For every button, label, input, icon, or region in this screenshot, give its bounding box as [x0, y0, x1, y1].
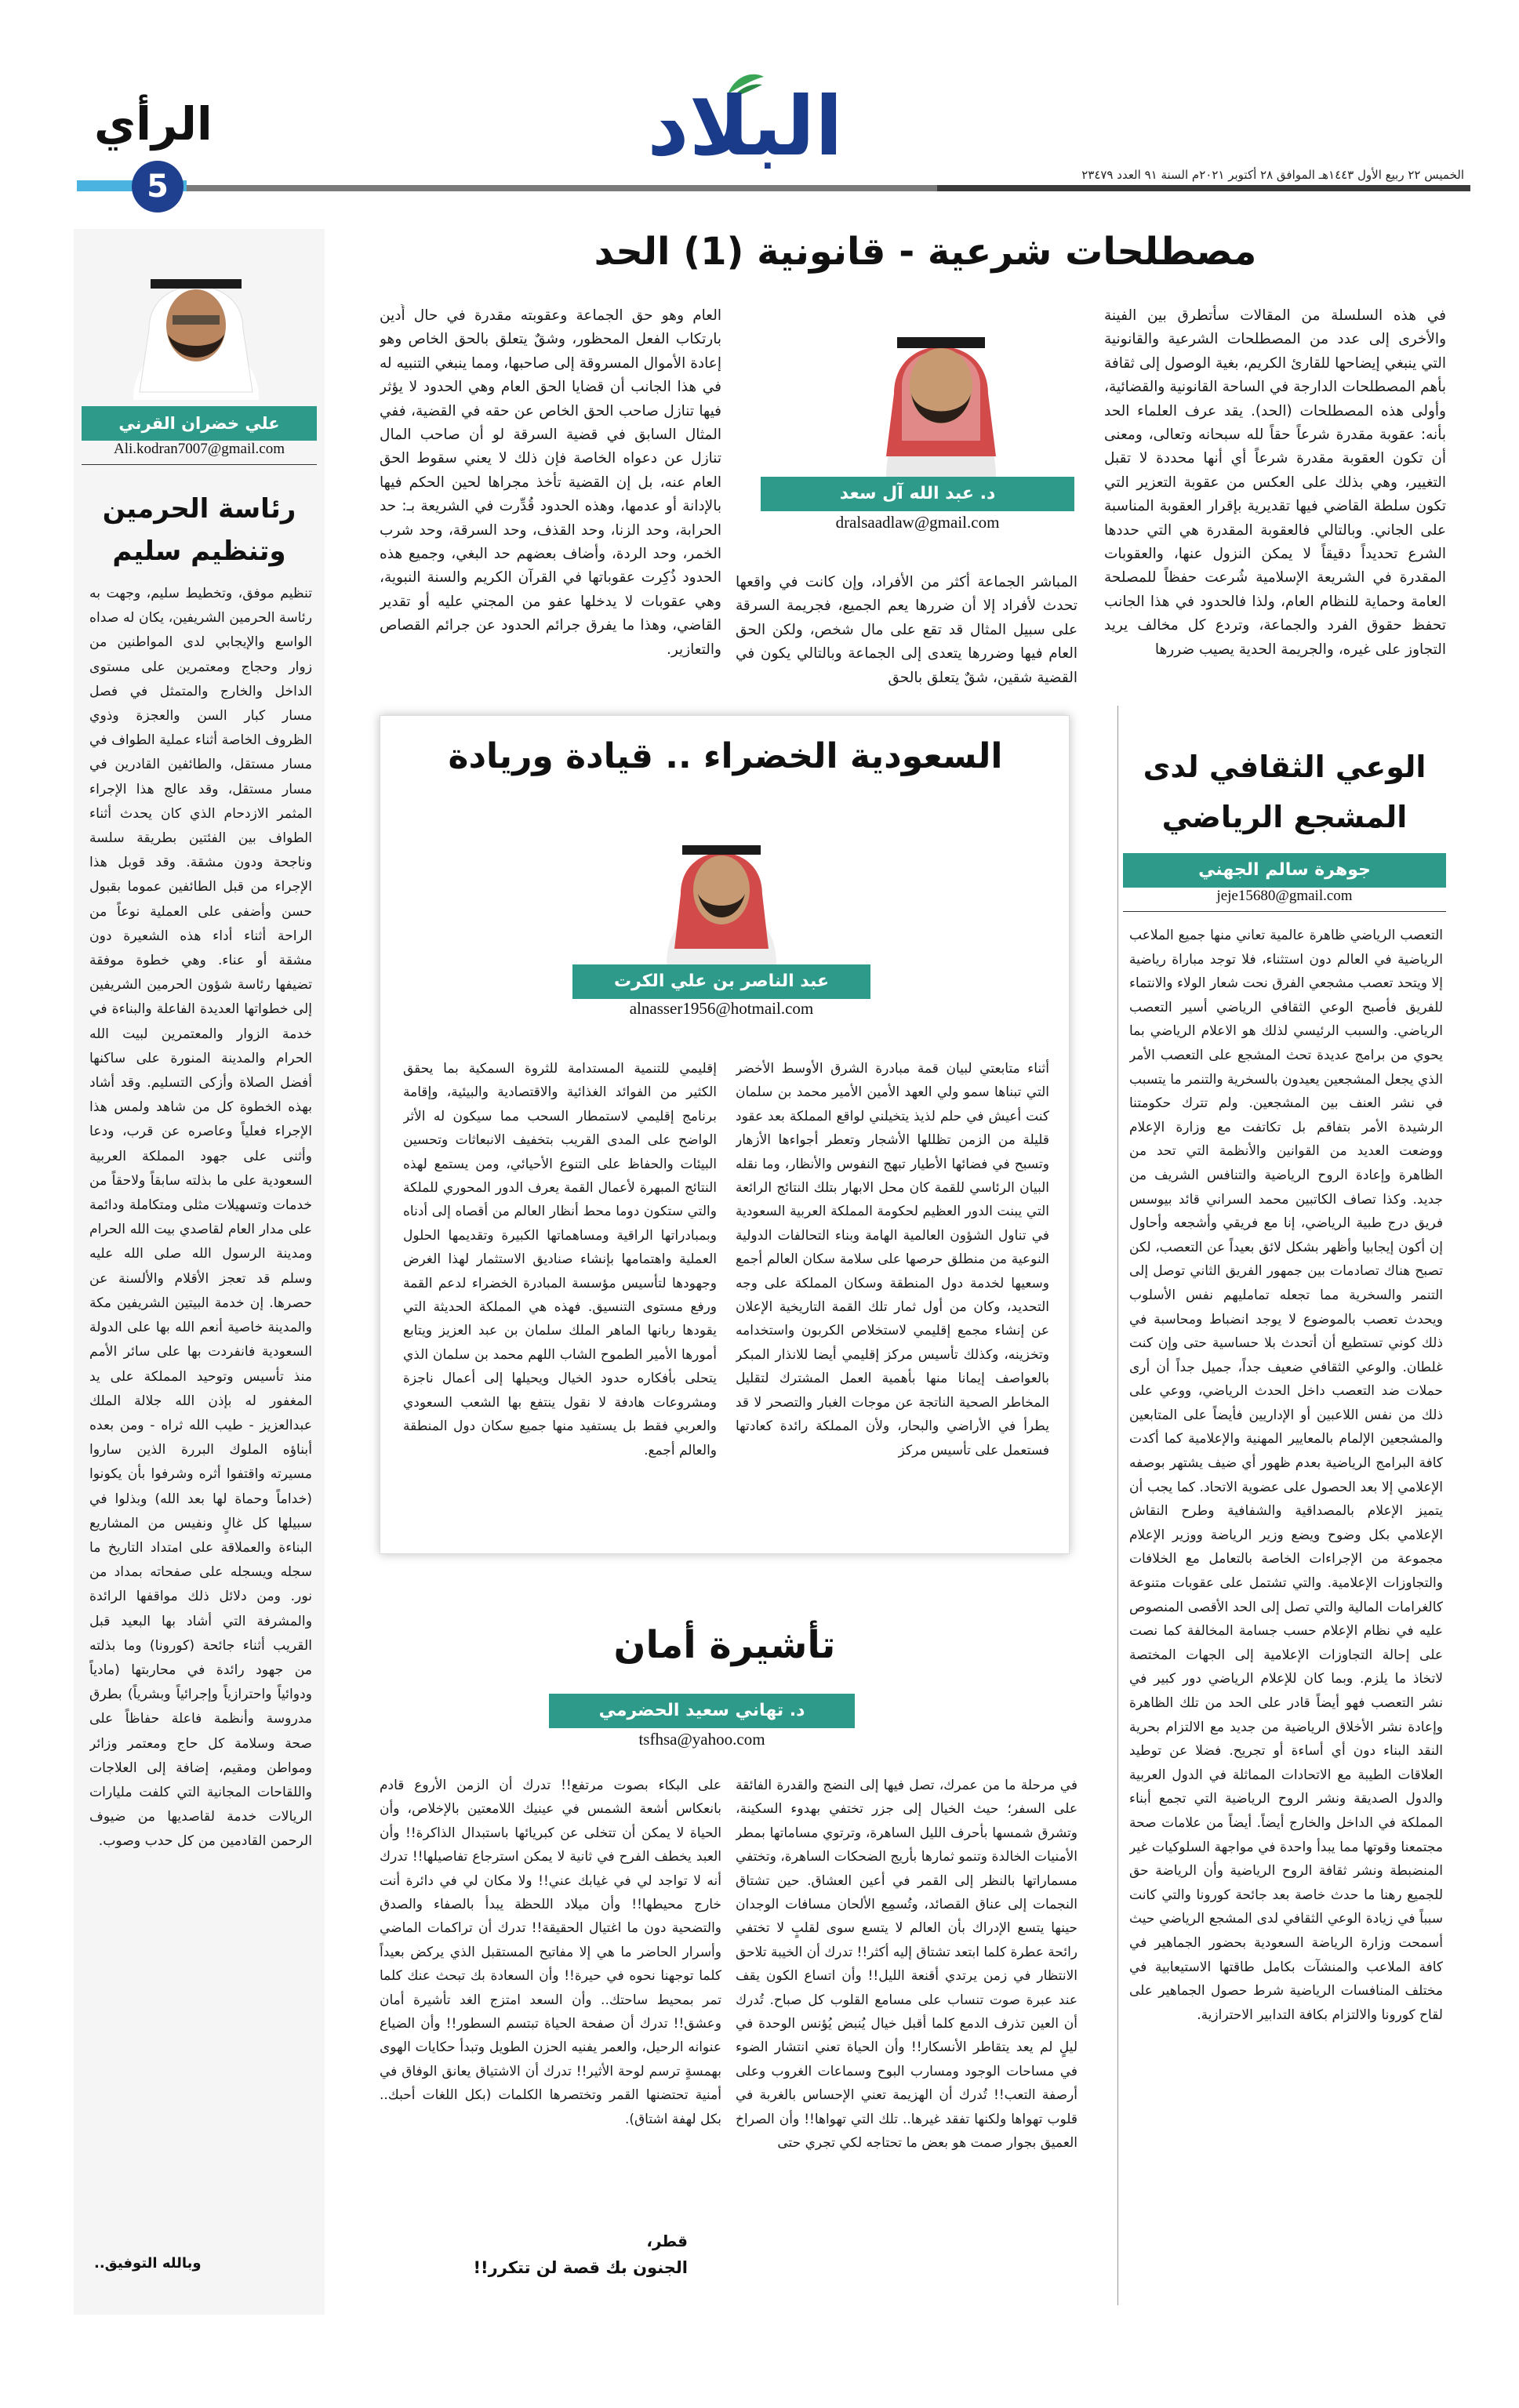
article-visa-col1: في مرحلة ما من عمرك، تصل فيها إلى النضج والقدرة الفائقة على السفر؛ حيث الخيال إلى جزر تختفي بهدوء السكينة، وتشرق شمسها بأحرف الليل الساهرة، وترتوي مساماتها بمطر الأمنيات الخالدة وتنمو ثمارها بأريج الضحكات الساهرة، وتختفي مسماراتها بالنظر إلى القمر في أعين العشاق. حين تشتاق النجمات إلى عناق القصائد، وتُسمِع الألحان مسافات الوجدان حينها يتسع الإدراك بأن العالم لا يتسع سوى لقلبٍ لا تختفي رائحة عطرة كلما ابتعد تشتاق إليه أكثر!! تدرك أن الخيبة تلاحق الانتظار في زمن يرتدي أقنعة الليل!! وأن اتساع الكون يقف عند عبرة صوت تنساب على مسامع القلوب كل صباح. تُدرك أن العين تذرف الدمع كلما أقبل خيال يُنبض يُؤنس الوحدة في ليلٍ لم يعد يتقاطر الأنسكار!! وأن الحياة تعني انتشار الضوء في مساحات الوجود ومسارب البوح وسماعات الغروب وعلى أرصفة التعب!! تُدرك أن الهزيمة تعني الإحساس بالغربة في قلوب تهواها ولكنها تفقد غيرها.. تلك التي تهواها!! وأن الصراخ العميق بجوار صمت هو بعض ما تحتاجه لكي تجري حتى [736, 1778, 1077, 2152]
author-photo [863, 300, 1019, 480]
author-portrait-icon [651, 815, 792, 964]
sidebar-closing: وبالله التوفيق.. [94, 2255, 202, 2272]
newspaper-logo[interactable] [643, 75, 847, 174]
article-sport-title [1123, 742, 1446, 842]
column-separator [1117, 706, 1118, 2305]
sidebar-title-line2: وتنظيم سليم [112, 536, 286, 567]
article-main-col1: في هذه السلسلة من المقالات سأتطرق بين الفينة والأخرى إلى عدد من المصطلحات الشرعية والقانونية التي ينبغي إيضاحها للقارئ الكريم، بغية الوصول إلى ثقافة بأهم المصطلحات الدارجة في الساحة القانونية والقضائية، وأولى هذه المصطلحات (الحد). يقد عرف العلماء الحد بأنه: عقوبة مقدرة شرعاً حقاً لله سبحانه وتعالى، ومعنى أن تكون العقوبة مقدرة شرعاً أي أنها محددة لا تقبل التغيير، وهي بذلك على العكس من عقوبة التعزير التي تكون سلطة القاضي فيها تقديرية بإقرار العقوبة المناسبة على الجاني. وبالتالي فالعقوبة المقدرة هي التي حددها الشرع تحديداً دقيقاً لا يمكن النزول عنها، والعقوبات المقدرة في الشريعة الإسلامية شُرعت حفظاً للمصلحة العامة وحماية للنظام العام، ولذا فالحدود في هذا الجانب تحفظ حقوق الفرد والجماعة، وتردع كل مخالف يريد التجاوز على غيره، والجريمة الحدية يصيب ضررها [1104, 307, 1446, 658]
article-green-col1: أثناء متابعتي لبيان قمة مبادرة الشرق الأوسط الأخضر التي تبناها سمو ولي العهد الأمين الأمير محمد بن سلمان كنت أعيش في حلم لذيذ يتخيلني لواقع المملكة بعد عقود قليلة من الزمن تظللها الأشجار وتعطر أجواءها الأزهار وتسبح في فضائها الأطيار تبهج النفوس والأنظار، وما نقله البيان الرئاسي للقمة كان محل الابهار بتلك النتائج الرائعة التي يبنت الدور العظيم لحكومة المملكة العربية السعودية في تناول الشؤون العالمية الهامة وبناء التحالفات الدولية النوعية من منطلق حرصها على سلامة سكان العالم أجمع وسعيها لخدمة دول المنطقة وسكان المملكة على وجه التحديد، وكان من أول ثمار تلك القمة التاريخية الإعلان عن إنشاء مجمع إقليمي لاستخلاص الكربون واستخدامه وتخزينه، وكذلك تأسيس مركز إقليمي أيضا للانذار المبكر بالعواصف إيمانا منها بأهمية العمل المشترك لتقليل المخاطر الصحية الناتجة عن موجات الغبار والتصحر لا قد يطرأ في الأراضي والبحار، ولأن المملكة رائدة كعادتها فستعمل على تأسيس مركز [736, 1061, 1049, 1458]
header-rule-dark [937, 185, 1470, 191]
article-green-col2: إقليمي للتنمية المستدامة للثروة السمكية بما يحقق الكثير من الفوائد الغذائية والاقتصادية والبيئية، وإقامة برنامج إقليمي لاستمطار السحب مما سيكون له الأثر الواضح على المدى القريب بتخفيف الانبعاثات وتحسين البيئات والحفاظ على التنوع الأحيائي، ومن يستمع لهذه النتائج المبهرة لأعمال القمة يعرف الدور المحوري للملكة والتي ستكون دوما محط أنظار العالم من أقصاه إلى أدناه وبمبادراتها الراقية ومساهماتها الكبيرة وتقديمها الحلول العملية واهتمامها بإنشاء صناديق الاستثمار لهذا الغرض وجهودها لتأسيس مؤسسة المبادرة الخضراء لدعم القمة ورفع مستوى التنسيق. فهذه هي المملكة الحديثة التي يقودها ربانها الماهر الملك سلمان بن عبد العزيز ويتابع أمورها الأمير الطموح الشاب اللهم محمد بن سلمان الذي يتحلى بأفكاره حدود الخيال ويحيلها إلى أعمال ناجزة ومشروعات هادفة لا نقول ينتفع بها الشعب السعودي والعربي فقط بل يستفيد منها جميع سكان دول المنطقة والعالم أجمع. [403, 1061, 717, 1458]
article-visa-col2: على البكاء بصوت مرتفع!! تدرك أن الزمن الأروع قادم بانعكاس أشعة الشمس في عينيك اللامعتين بالإخلاص، وأن الحياة لا يمكن أن تتخلى عن كبريائها باستبدال الذاكرة!! وأن العبد يخطف الفرح في ثانية لا يمكن استرجاع تفاصيلها!! تدرك أنه لا تواجد لي في غيابك عني!! ولا مكان لي في دائرة أنت خارج محيطها!! وأن ميلاد اللحظة يبدأ بالصفاء والصدق والتضحية دون ما اغتيال الحقيقة!! تدرك أن تراكمات الماضي وأسرار الحاضر ما هي إلا مفاتيح المستقبل الذي يركض بعيداً كلما توجهنا نحوه في حيرة!! وأن السعادة بك تبحث عنك كلما تمر بمحيط ساحتك.. وأن السعد امتزج الغد تأشيرة أمان وعشق!! تدرك أن صفحة الحياة تبتسم السطور!! وأن الضياع عنوانه الرحيل، والعمر يفنيه الحزن الطويل وتبدأ حكايات الهوى بهمسةٍ ترسم لوحة الأثير!! تدرك أن الاشتياق يعانق الوفاق في أمنية تحتضنها القمر وتختصرها الكلمات (بكل اللغات أحبك.. بكل لهفة اشتاق). [380, 1778, 721, 2127]
page-number-badge: 5 [132, 161, 184, 212]
author-email[interactable]: dralsaadlaw@gmail.com [835, 513, 1000, 532]
green-author-email[interactable]: alnasser1956@hotmail.com [629, 999, 814, 1018]
sport-author-name-bar: جوهرة سالم الجهني [1123, 853, 1446, 888]
article-sport-body: التعصب الرياضي ظاهرة عالمية تعاني منها جميع الملاعب الرياضية في العالم دون استثناء، فلا توجد مباراة رياضية إلا ويتحد تعصب مشجعي الفرق نحت شعار الولاء والانتماء للفريق فأصبح الوعي الثقافي الرياضي أسير التعصب الرياضي. والسبب الرئيسي لذلك هو الاعلام الرياضي بما يحوي من برامج عديدة تحث المشجع على التعصب الأمر الذي يجعل المشجعين يعيدون بالسخرية والتنمر ما يتسبب في نشر العنف بين المشجعين. ولم تترك حكومتنا الرشيدة الأمر بتفاقم بل تكاتفت مع وزارة الإعلام ووضعت العديد من القوانين والأنظمة التي تحد من الظاهرة وإعادة الروح الرياضية والتنافس الشريف من جديد. وكذا تصاف الكاتبين محمد السراني قائد بيوسس فريق درج طبية الرياضي، إنا مع فريقي وأشجعه وأحاول إن أكون إيجابيا وأظهر بشكل لائق بعيداً عن التعصب، لكن تصبح هناك تصادمات بين جمهور الفريق الثاني توصل إلى التنمر والسخرية مما تجعله تمامليهم نفس الأسلوب ويحدث تعصب بالموضوع لا يوجد انضباط ومحاسبة في ذلك كوني تستطيع أن أتحدث بلا حساسية حتى وإن كنت غلطان. والوعي الثقافي ضعيف جداً، جميل جداً أن أرى حملات ضد التعصب داخل الحدث الرياضي، ووعي على ذلك من نفس اللاعبين أو الإداريين فأيضاً على المتابعين والمشجعين الإلمام بالمعايير المهنية والإعلامية كما أكدت كافة البرامج الرياضية بعدم ظهور أي ضيف يشتهر بوصفه الإعلامي إلا بعد الحصول على عضوية الاتحاد. كما يجب أن يتميز الإعلام بالمصداقية والشفافية وطرح النقاش الإعلامي بكل وضوح ويضع وزير الرياضة ووزير الإعلام مجموعة من الإجراءات الخاصة بالتعامل مع الخلافات والتجاوزات الإعلامية. والتي تشتمل على عقوبات متنوعة كالغرامات المالية والتي تصل إلى الحد الأقصى المنصوص عليه في نظام الإعلام حسب جسامة المخالفة كما نصت على إحالة التجاوزات الإعلامية إلى الجهات المختصة لاتخاذ ما يلزم. وبما كان للإعلام الرياضي دور كبير في نشر التعصب فهو أيضاً قادر على الحد من تلك الظاهرة وإعادة نشر الأخلاق الرياضية من جديد مع الالتزام بحرية النقد البناء دون أي أساءة أو تجريح. فضلا عن توطيد العلاقات الطيبة مع الاتحادات المماثلة في الدول العربية والدول الصديقة ونشر الروح الرياضية التي تجمع أبناء المملكة في الداخل والخارج أيضاً. أيضاً من علامات صحة مجتمعنا وقوتها مما يبدأ واحدة في مواجهة السلوكيات غير المنضبطة ونشر ثقافة الروح الرياضية وأن الرياضة حق للجميع رهنا ما حدث خاصة بعد جائحة كورونا والتي كانت سبباً في زيادة الوعي الثقافي لدى المشجع الرياضي حيث أسمحت وزارة الرياضة السعودية بحضور الجماهير في كافة الملاعب والمنشآت بكامل طاقتها الاستيعابية في مختلف المنافسات الرياضية شرط حصول الجماهير على لقاح كورونا والالتزام بكافة التدابير الاحترازية. [1129, 928, 1443, 2023]
author-portrait-icon [118, 243, 274, 400]
visa-author-name-bar: د. تهاني سعيد الحضرمي [549, 1694, 855, 1728]
dateline: الخميس ٢٢ ربيع الأول ١٤٤٣هـ الموافق ٢٨ أكتوبر ٢٠٢١م السنة ٩١ العدد ٢٣٤٧٩ [1081, 168, 1464, 182]
sidebar-author-photo [118, 243, 274, 400]
visa-closing-line: الجنون بك قصة لن تتكرر!! [473, 2258, 688, 2277]
article-visa-title: تأشيرة أمان [613, 1623, 836, 1667]
article-main-col2: المباشر الجماعة أكثر من الأفراد، وإن كانت في واقعها تحدث لأفراد إلا أن ضررها يعم الجميع، فجريمة السرقة على سبيل المثال قد تقع على مال شخص، ولكن الحق العام فيها وضررها يتعدى إلى الجماعة وبالتالي يكون في القضية شقين، شقٌ يتعلق بالحق [736, 574, 1077, 686]
sidebar-body: تنظيم موفق، وتخطيط سليم، وجهت به رئاسة الحرمين الشريفين، يكان له صداه الواسع والإيجابي لدى المواطنين من زوار وحجاج ومعتمرين على مستوى الداخل والخارج والمتمثل في فصل مسار كبار السن والعجزة وذوي الظروف الخاصة أثناء عملية الطواف في مسار مستقل، والطائفين القادرين في مسار مستقل، وقد عالج هذا الإجراء المثمر الازدحام الذي كان يحدث أثناء الطواف بين الفئتين بطريقة سلسة وناجحة ودون مشقة. وقد قوبل هذا الإجراء من قبل الطائفين عموما بقبول حسن وأضفى على العملية نوعاً من الراحة أثناء أداء هذه الشعيرة دون مشقة أو عناء. وهي خطوة موفقة تضيفها رئاسة شؤون الحرمين الشريفين إلى خطواتها العديدة الفاعلة والبناءة في خدمة الزوار والمعتمرين لبيت الله الحرام والمدينة المنورة على ساكنها أفضل الصلاة وأزكى التسليم. وقد أشاد بهذه الخطوة كل من شاهد ولمس هذا الإجراء فعلياً وعاصره عن قرب، ودعا وأثنى على جهود المملكة العربية السعودية على ما بذلته سابقاً ولاحقاً من خدمات وتسهيلات مثلى ومتكاملة ودائمة على مدار العام لقاصدي بيت الله الحرام ومدينة الرسول الله صلى الله عليه وسلم قد تعجز الأقلام والألسنة عن حصرها. إن خدمة البيتين الشريفين مكة والمدينة خاصية أنعم الله بها على الدولة السعودية فانفردت بها على سائر الأمم منذ تأسيس وتوحيد المملكة على يد المغفور له بإذن الله جلالة الملك عبدالعزيز - طيب الله ثراه - ومن بعده أبناؤه الملوك البررة الذين ساروا مسيرته واقتفوا أثره وشرفوا بأن يكونوا (خداماً وحماة لها بعد الله) وبذلوا في سبيلها كل غالٍ ونفيس من المشاريع البناءة والعملاقة على امتداد التاريخ ما سجله ويسجله على صفحاته بمداد من نور. ومن دلائل ذلك مواقفها الرائدة والمشرفة التي أشاد بها البعيد قبل القريب أثناء جائحة (كورونا) وما بذلته من جهود رائدة في محاربتها (مادياً ودوائياً واحترازياً وإجرائياً وبشرياً) بطرق مدروسة وأنظمة فاعلة حفاظاً على صحة وسلامة كل حاج ومعتمر وزائر ومواطن ومقيم، إضافة إلى العلاجات واللقاحات المجانية التي كلفت مليارات الريالات خدمة لقاصديها من ضيوف الرحمن القادمين من كل حدب وصوب. [89, 586, 312, 1850]
article-main-col3: العام وهو حق الجماعة وعقوبته مقدرة في حال أُدين بارتكاب الفعل المحظور، وشقٌ يتعلق بالحق الخاص وهو إعادة الأموال المسروقة إلى صاحبها، ومما ينبغي التنبيه له في هذا الجانب أن قضايا الحق العام وهي الحدود لا يؤثر فيها تنازل صاحب الحق الخاص عن حقه في القضية، ففي المثال السابق في قضية السرقة لو أن صاحب المال تنازل عن دعواه الخاصة فإن ذلك لا يعني سقوط الحق العام عنه، بل إن القضية تأخذ مجراها لحين الحكم فيها بالإدانة أو عدمها، وهذه الحدود قُدِّرت في الشريعة بـ: حد الحرابة، وحد الزنا، وحد القذف، وحد السرقة، وحد شرب الخمر، وحد الردة، وأضاف بعضهم حد البغي، وجميع هذه الحدود ذُكِرت عقوباتها في القرآن الكريم والسنة النبوية، وهي عقوبات لا يدخلها عفو من المجني عليه أو تقدير القاضي، وهذا ما يفرق جرائم الحدود عن جرائم القصاص والتعازير. [380, 307, 721, 658]
section-title: الرأي [94, 97, 213, 151]
article-green-title: السعودية الخضراء .. قيادة وريادة [448, 736, 1003, 776]
sidebar-email-rule [82, 464, 317, 465]
sport-email-rule [1123, 911, 1446, 912]
sidebar-author-email[interactable]: Ali.kodran7007@gmail.com [113, 441, 285, 457]
sidebar-title-line1: رئاسة الحرمين [102, 493, 296, 525]
visa-author-email[interactable]: tsfhsa@yahoo.com [638, 1730, 765, 1749]
green-author-photo [651, 815, 792, 964]
header-rule [157, 185, 1004, 191]
sport-author-email[interactable]: jeje15680@gmail.com [1216, 888, 1353, 904]
green-author-name-bar: عبد الناصر بن علي الكرت [572, 964, 870, 999]
author-name-bar: د. عبد الله آل سعد [761, 477, 1074, 511]
masthead [0, 0, 1519, 205]
logo-wordmark: البلاد [647, 78, 843, 174]
article-sport-title-text: الوعي الثقافي لدى المشجع الرياضي [1143, 750, 1426, 834]
article-main-title: مصطلحات شرعية - قانونية (1) الحد [594, 230, 1257, 274]
author-portrait-icon [863, 300, 1019, 480]
visa-closing-city: قطر، [646, 2232, 688, 2250]
sidebar-author-name-bar: علي خضران القرني [82, 406, 317, 441]
